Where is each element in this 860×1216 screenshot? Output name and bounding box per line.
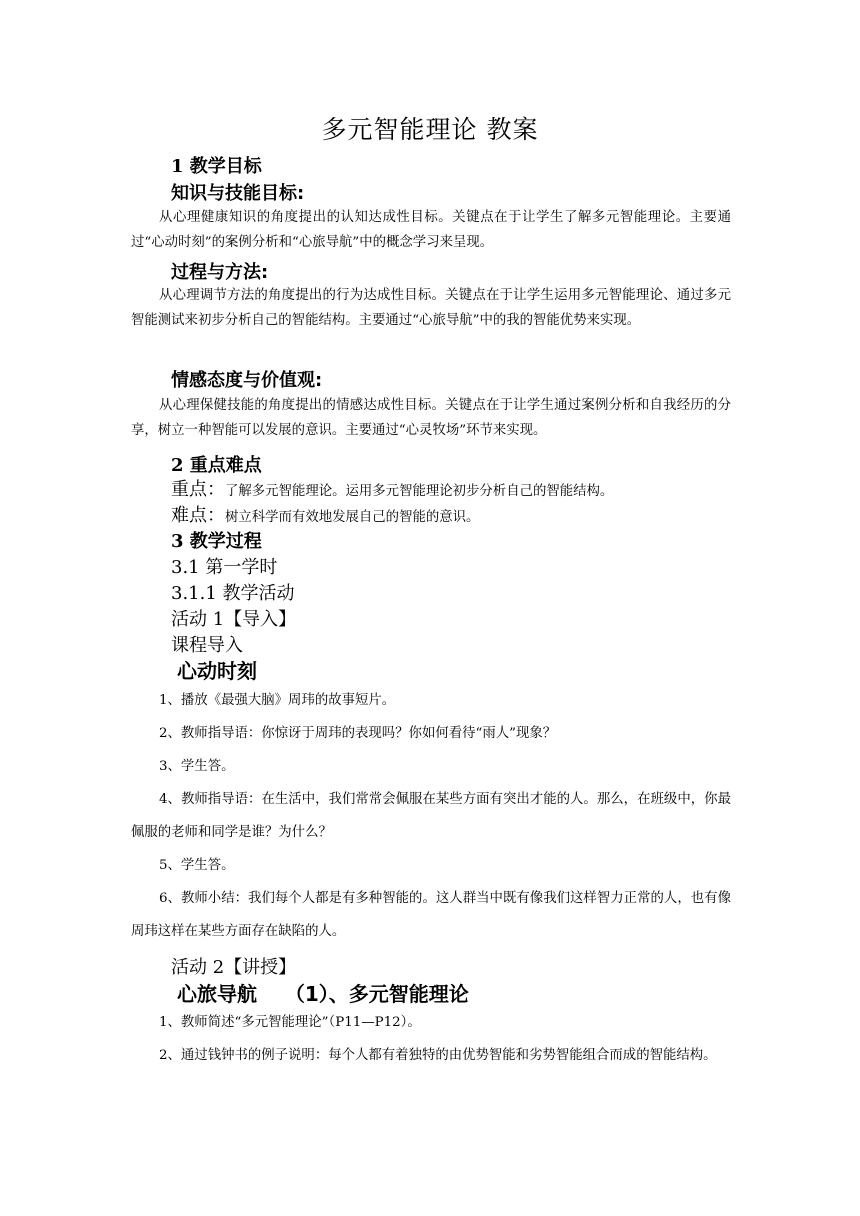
list-item: 6、教师小结：我们每个人都是有多种智能的。这人群当中既有像我们这样智力正常的人，也有像周玮这样在某些方面存在缺陷的人。: [131, 891, 731, 939]
mind-journey-heading: 心旅导航 （1）、多元智能理论: [177, 982, 469, 1006]
key-point-label: 重点：: [171, 479, 225, 500]
difficult-point-text: 树立科学而有效地发展自己的智能的意识。: [225, 510, 480, 525]
page-title: 多元智能理论 教案: [321, 115, 539, 144]
emotion-goal-text: 从心理保健技能的角度提出的情感达成性目标。关键点在于让学生通过案例分析和自我经历的分享，树立一种智能可以发展的意识。主要通过“心灵牧场”环节来实现。: [131, 398, 731, 438]
difficult-point: [171, 501, 479, 527]
section-heading-objectives: 1 教学目标: [171, 156, 262, 177]
activity-2-heading: 活动 2【讲授】: [171, 957, 297, 978]
process-goal-text: 从心理调节方法的角度提出的行为达成性目标。关键点在于让学生运用多元智能理论、通过多元智能测试来初步分析自己的智能结构。主要通过“心旅导航”中的我的智能优势来实现。: [131, 288, 731, 328]
emotion-goal-label: 情感态度与价值观:: [171, 370, 323, 391]
list-item: 5、学生答。: [159, 858, 235, 873]
key-point: [171, 475, 613, 501]
key-point-text: 了解多元智能理论。运用多元智能理论初步分析自己的智能结构。: [225, 484, 614, 499]
list-item: 3、学生答。: [159, 759, 235, 774]
subsection-first-lesson: 3.1 第一学时: [171, 557, 278, 578]
list-item: 2、教师指导语：你惊讶于周玮的表现吗？你如何看待“雨人”现象？: [159, 726, 557, 741]
section-heading-process: 3 教学过程: [171, 531, 262, 552]
course-intro-heading: 课程导入: [171, 635, 243, 656]
process-goal-label: 过程与方法:: [171, 262, 269, 283]
subsection-teaching-activity: 3.1.1 教学活动: [171, 583, 295, 604]
list-item: 1、播放《最强大脑》周玮的故事短片。: [159, 693, 396, 708]
knowledge-goal-text: 从心理健康知识的角度提出的认知达成性目标。关键点在于让学生了解多元智能理论。主要通过“心动时刻”的案例分析和“心旅导航”中的概念学习来呈现。: [131, 210, 731, 250]
list-item: 1、教师简述“多元智能理论”（P11—P12）。: [159, 1015, 421, 1030]
heart-moment-heading: 心动时刻: [177, 659, 257, 683]
difficult-point-label: 难点：: [171, 505, 225, 526]
section-heading-key-points: 2 重点难点: [171, 455, 262, 476]
list-item: 4、教师指导语：在生活中，我们常常会佩服在某些方面有突出才能的人。那么，在班级中，你最佩服的老师和同学是谁？为什么？: [131, 792, 731, 840]
activity-1-heading: 活动 1【导入】: [171, 609, 297, 630]
knowledge-goal-label: 知识与技能目标:: [171, 183, 305, 204]
list-item: 2、通过钱钟书的例子说明：每个人都有着独特的由优势智能和劣势智能组合而成的智能结构。: [159, 1048, 717, 1063]
